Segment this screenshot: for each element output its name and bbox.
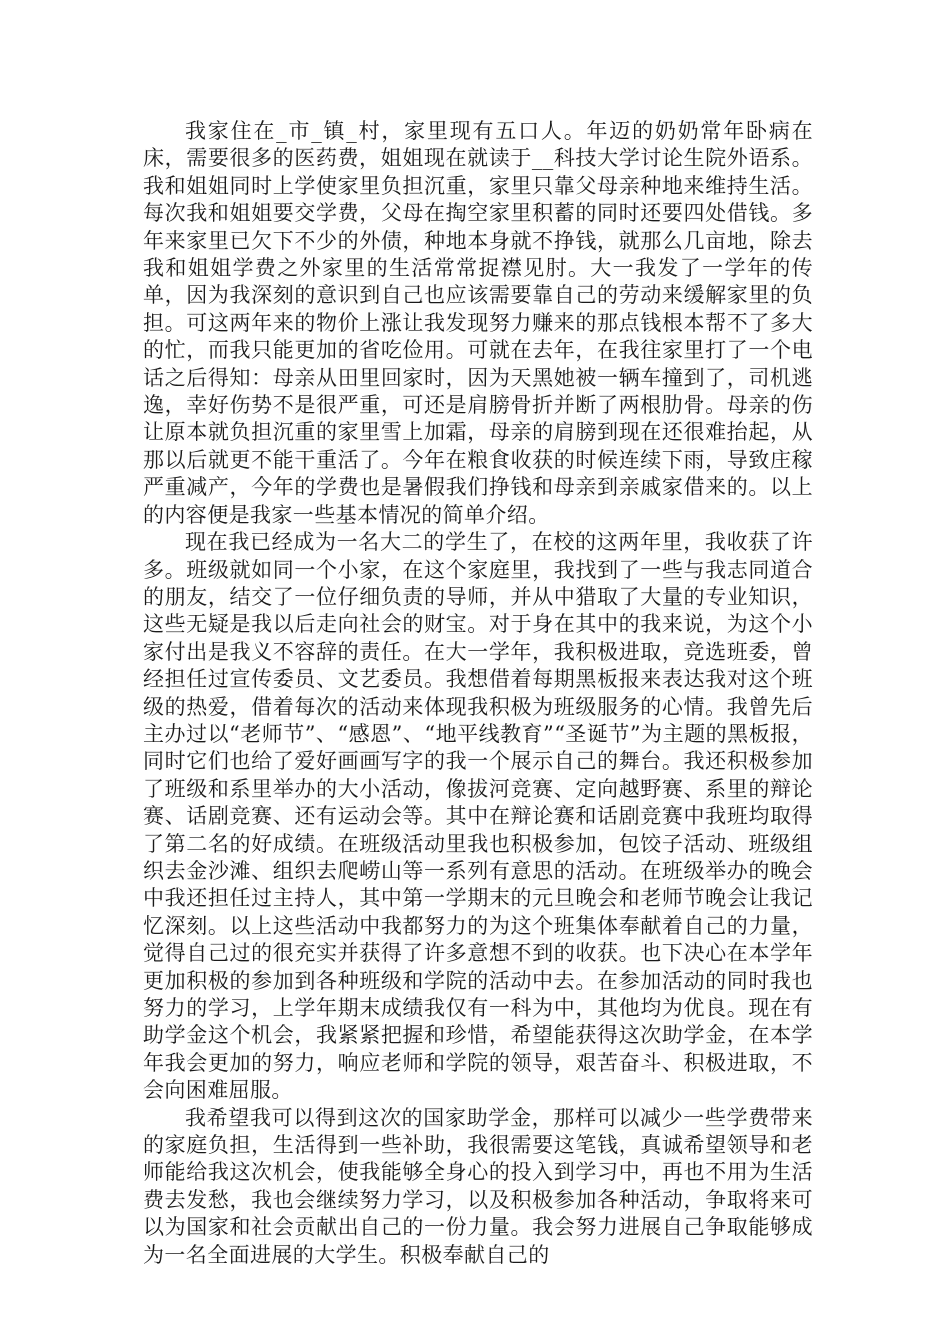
paragraph-aspiration: 我希望我可以得到这次的国家助学金，那样可以减少一些学费带来的家庭负担，生活得到一些补助，我很需要这笔钱，真诚希望领导和老师能给我这次机会，使我能够全身心的投入到学习中，再也不用为生活费去发愁，我也会继续努力学习，以及积极参加各种活动，争取将来可以为国家和社会贡献出自己的一份力量。我会努力进展自己争取能够成为一名全面进展的大学生。积极奉献自己的 [143,1105,813,1267]
paragraph-family-situation: 我家住在_市_镇_村，家里现有五口人。年迈的奶奶常年卧病在床，需要很多的医药费，姐姐现在就读于__科技大学讨论生院外语系。我和姐姐同时上学使家里负担沉重，家里只靠父母亲种地来维持生活。每次我和姐姐要交学费，父母在掏空家里积蓄的同时还要四处借钱。多年来家里已欠下不少的外债，种地本身就不挣钱，就那么几亩地，除去我和姐姐学费之外家里的生活常常捉襟见肘。大一我发了一学年的传单，因为我深刻的意识到自己也应该需要靠自己的劳动来缓解家里的负担。可这两年来的物价上涨让我发现努力赚来的那点钱根本帮不了多大的忙，而我只能更加的省吃俭用。可就在去年，在我往家里打了一个电话之后得知：母亲从田里回家时，因为天黑她被一辆车撞到了，司机逃逸，幸好伤势不是很严重，可还是肩膀骨折并断了两根肋骨。母亲的伤让原本就负担沉重的家里雪上加霜，母亲的肩膀到现在还很难抬起，从那以后就更不能干重活了。今年在粮食收获的时候连续下雨，导致庄稼严重减产，今年的学费也是暑假我们挣钱和母亲到亲戚家借来的。以上的内容便是我家一些基本情况的简单介绍。 [143,119,813,527]
document-page [143,118,813,1269]
paragraph-school-life: 现在我已经成为一名大二的学生了，在校的这两年里，我收获了许多。班级就如同一个小家，在这个家庭里，我找到了一些与我志同道合的朋友，结交了一位仔细负责的导师，并从中猎取了大量的专业知识，这些无疑是我以后走向社会的财宝。对于身在其中的我来说，为这个小家付出是我义不容辞的责任。在大一学年，我积极进取，竞选班委，曾经担任过宣传委员、文艺委员。我想借着每期黑板报来表达我对这个班级的热爱，借着每次的活动来体现我积极为班级服务的心情。我曾先后主办过以“老师节”、“感恩”、“地平线教育”“圣诞节”为主题的黑板报，同时它们也给了爱好画画写字的我一个展示自己的舞台。我还积极参加了班级和系里举办的大小活动，像拔河竞赛、定向越野赛、系里的辩论赛、话剧竞赛、还有运动会等。其中在辩论赛和话剧竞赛中我班均取得了第二名的好成绩。在班级活动里我也积极参加，包饺子活动、班级组织去金沙滩、组织去爬崂山等一系列有意思的活动。在班级举办的晚会中我还担任过主持人，其中第一学期末的元旦晚会和老师节晚会让我记忆深刻。以上这些活动中我都努力的为这个班集体奉献着自己的力量，觉得自己过的很充实并获得了许多意想不到的收获。也下决心在本学年更加积极的参加到各种班级和学院的活动中去。在参加活动的同时我也努力的学习，上学年期末成绩我仅有一科为中，其他均为优良。现在有助学金这个机会，我紧紧把握和珍惜，希望能获得这次助学金，在本学年我会更加的努力，响应老师和学院的领导，艰苦奋斗、积极进取，不会向困难屈服。 [143,530,813,1103]
